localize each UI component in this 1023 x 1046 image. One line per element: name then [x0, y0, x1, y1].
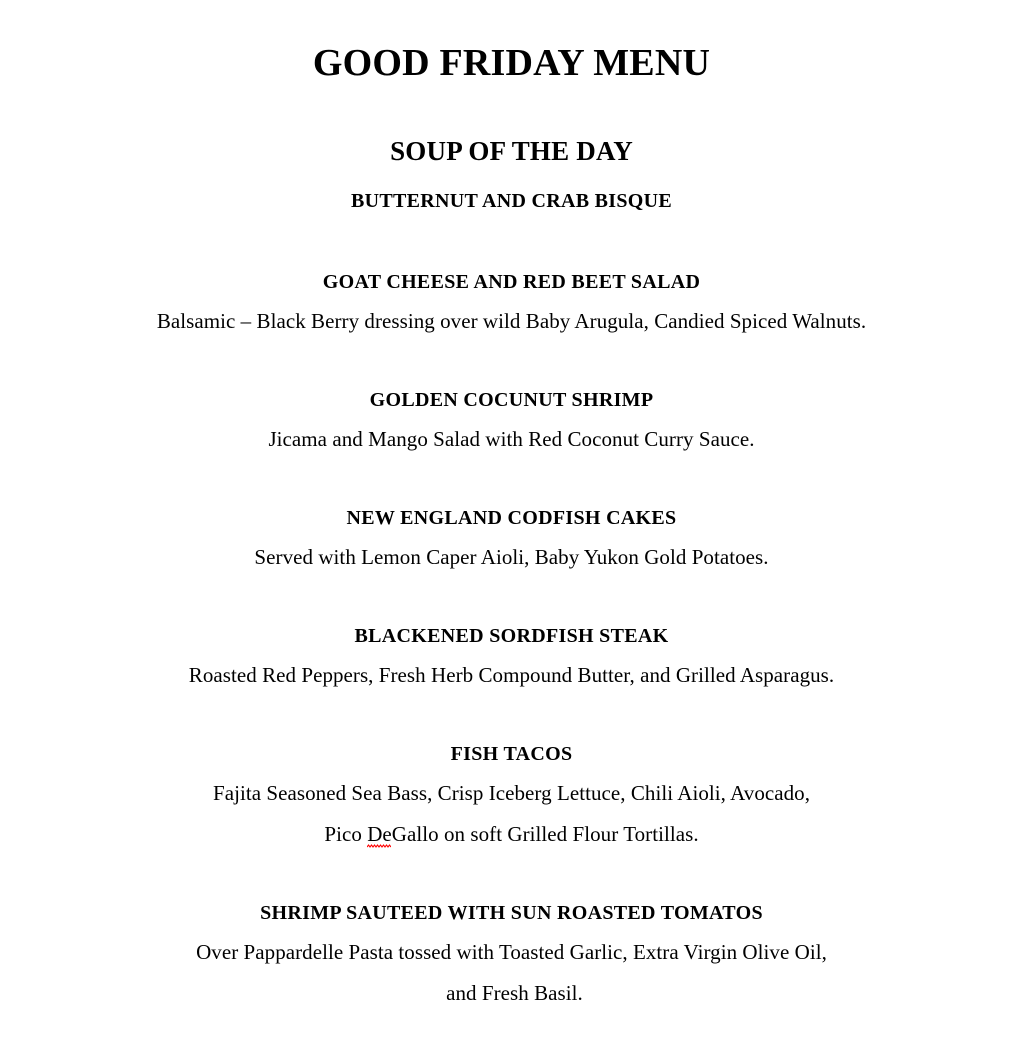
- course-name: FISH TACOS: [450, 743, 573, 765]
- course-name: BLACKENED SORDFISH STEAK: [354, 625, 669, 647]
- spacer: [99, 606, 925, 626]
- document-body: [99, 0, 925, 1004]
- course-description-line: Roasted Red Peppers, Fresh Herb Compound Butter, and Grilled Asparagus.: [188, 663, 835, 687]
- misspelled-word-degallo: [367, 824, 439, 845]
- spacer: [99, 883, 925, 903]
- misspelled-word-text: DeGallo: [367, 822, 439, 846]
- course-shrimp-sauteed-with-sun-roasted-tomatos: [99, 903, 925, 1004]
- spacer: [99, 82, 925, 138]
- course-description-line: [99, 824, 925, 845]
- spacer: [99, 488, 925, 508]
- course-fish-tacos: [99, 744, 925, 845]
- spacer: [99, 686, 925, 724]
- course-description-line: Over Pappardelle Pasta tossed with Toasted Garlic, Extra Virgin Olive Oil,: [196, 940, 827, 964]
- course-name: NEW ENGLAND CODFISH CAKES: [346, 507, 677, 529]
- spacer: [99, 332, 925, 370]
- spacer: [99, 845, 925, 883]
- page-title: GOOD FRIDAY MENU: [312, 42, 711, 84]
- course-name: SHRIMP SAUTEED WITH SUN ROASTED TOMATOS: [260, 902, 763, 924]
- course-blackened-sordfish-steak: [99, 626, 925, 686]
- course-name: GOAT CHEESE AND RED BEET SALAD: [322, 271, 701, 293]
- course-description-line: Served with Lemon Caper Aioli, Baby Yukon Gold Potatoes.: [254, 545, 769, 569]
- description-text-before: Pico: [324, 822, 368, 846]
- spacer: [99, 211, 925, 252]
- soup-item-name: BUTTERNUT AND CRAB BISQUE: [350, 190, 673, 212]
- course-description-line: Balsamic – Black Berry dressing over wild Baby Arugula, Candied Spiced Walnuts.: [156, 309, 867, 333]
- spacer: [99, 370, 925, 390]
- course-goat-cheese-and-red-beet-salad: [99, 272, 925, 332]
- description-text-after: on soft Grilled Flour Tortillas.: [438, 822, 699, 846]
- spacer: [99, 568, 925, 606]
- course-description-line: Jicama and Mango Salad with Red Coconut Curry Sauce.: [268, 427, 755, 451]
- course-name: GOLDEN COCUNUT SHRIMP: [369, 389, 654, 411]
- course-description-line: Fajita Seasoned Sea Bass, Crisp Iceberg Lettuce, Chili Aioli, Avocado,: [212, 781, 811, 805]
- course-description-line: and Fresh Basil.: [446, 981, 583, 1005]
- course-new-england-codfish-cakes: [99, 508, 925, 568]
- spacer: [99, 724, 925, 744]
- spacer: [99, 450, 925, 488]
- soup-section-heading: SOUP OF THE DAY: [390, 136, 633, 166]
- spacer: [99, 252, 925, 272]
- soup-of-the-day-section: [99, 138, 925, 211]
- course-golden-cocunut-shrimp: [99, 390, 925, 450]
